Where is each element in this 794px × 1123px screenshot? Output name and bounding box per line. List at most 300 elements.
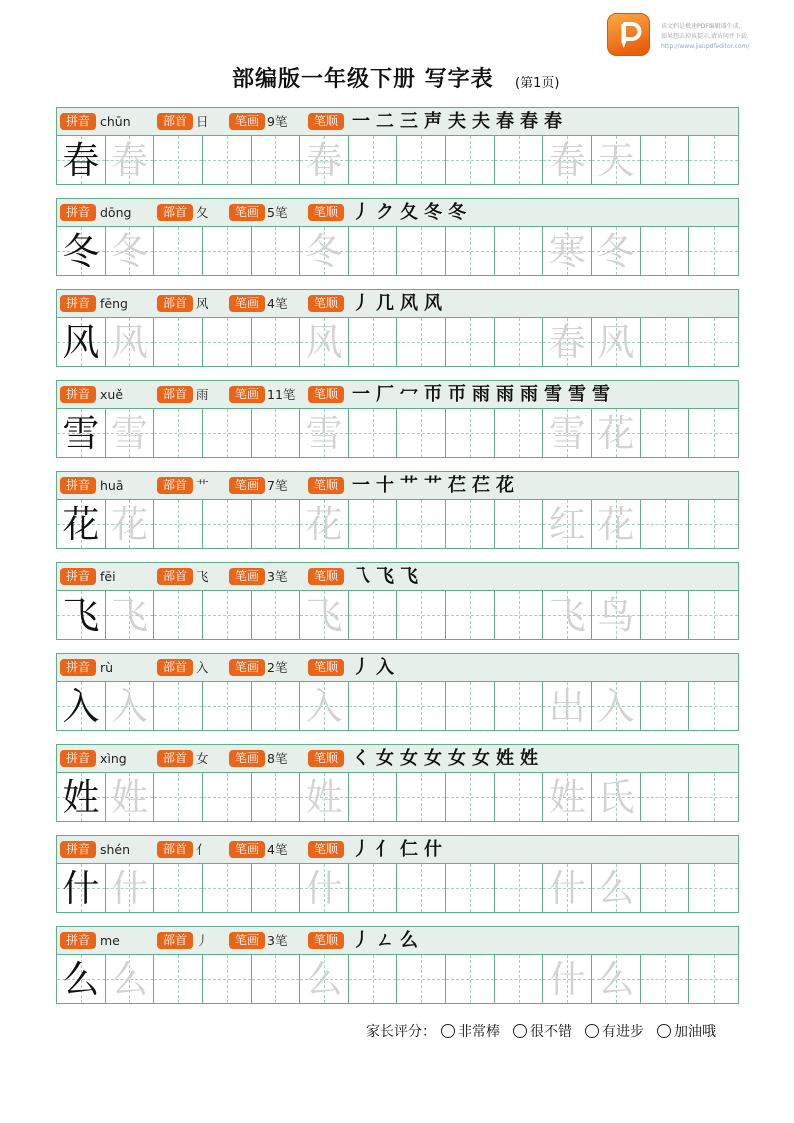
blank-practice-cell xyxy=(495,773,544,821)
info-bar xyxy=(56,380,739,408)
stroke-step: 雪 xyxy=(592,384,610,405)
trace-character: 寒 xyxy=(543,227,592,275)
notice-line: 该文档是极速PDF编辑器生成, xyxy=(661,23,741,30)
radical-tag: 部首 xyxy=(157,295,193,312)
trace-character: 姓 xyxy=(300,773,349,821)
blank-practice-cell xyxy=(689,409,738,457)
stroke-count-value: 8笔 xyxy=(267,751,288,766)
blank-practice-cell xyxy=(252,318,301,366)
blank-practice-cell xyxy=(252,955,301,1003)
blank-practice-cell xyxy=(446,409,495,457)
trace-character: 冬 xyxy=(300,227,349,275)
model-character: 飞 xyxy=(57,591,106,639)
blank-practice-cell xyxy=(203,136,252,184)
stroke-step: 艹 xyxy=(424,475,442,496)
blank-practice-cell xyxy=(689,500,738,548)
parent-rating xyxy=(366,1021,729,1041)
blank-practice-cell xyxy=(349,409,398,457)
stroke-step: 雨 xyxy=(472,384,490,405)
blank-practice-cell xyxy=(689,318,738,366)
blank-practice-cell xyxy=(252,409,301,457)
blank-practice-cell xyxy=(203,773,252,821)
rating-option-improving xyxy=(585,1021,657,1041)
rating-option-label: 非常棒 xyxy=(458,1024,500,1040)
radical-value: 夂 xyxy=(196,205,209,220)
blank-practice-cell xyxy=(397,318,446,366)
blank-practice-cell xyxy=(203,409,252,457)
stroke-step: 一 xyxy=(352,384,370,405)
stroke-step: 么 xyxy=(400,930,418,951)
stroke-count-value: 7笔 xyxy=(267,478,288,493)
trace-character: 雪 xyxy=(543,409,592,457)
character-block xyxy=(56,653,739,731)
info-bar xyxy=(56,562,739,590)
writing-grid xyxy=(56,317,739,367)
circle-icon xyxy=(441,1024,455,1038)
blank-practice-cell xyxy=(689,136,738,184)
stroke-step: 飞 xyxy=(376,566,394,587)
stroke-step: 仁 xyxy=(400,839,418,860)
radical-tag: 部首 xyxy=(157,841,193,858)
pdf-editor-logo-icon xyxy=(606,12,651,57)
radical-tag: 部首 xyxy=(157,204,193,221)
blank-practice-cell xyxy=(397,500,446,548)
blank-practice-cell xyxy=(397,591,446,639)
blank-practice-cell xyxy=(252,591,301,639)
blank-practice-cell xyxy=(203,318,252,366)
blank-practice-cell xyxy=(495,318,544,366)
blank-practice-cell xyxy=(397,864,446,912)
trace-character: 出 xyxy=(543,682,592,730)
trace-character: 花 xyxy=(592,500,641,548)
blank-practice-cell xyxy=(689,591,738,639)
trace-character: 什 xyxy=(106,864,155,912)
writing-grid xyxy=(56,590,739,640)
model-character: 春 xyxy=(57,136,106,184)
trace-character: 花 xyxy=(592,409,641,457)
pinyin-tag: 拼音 xyxy=(60,841,96,858)
blank-practice-cell xyxy=(252,682,301,730)
blank-practice-cell xyxy=(349,500,398,548)
stroke-step: 丿 xyxy=(352,930,370,951)
blank-practice-cell xyxy=(495,591,544,639)
trace-character: 么 xyxy=(592,864,641,912)
blank-practice-cell xyxy=(446,955,495,1003)
model-character: 雪 xyxy=(57,409,106,457)
blank-practice-cell xyxy=(641,955,690,1003)
blank-practice-cell xyxy=(446,591,495,639)
blank-practice-cell xyxy=(397,773,446,821)
blank-practice-cell xyxy=(252,864,301,912)
blank-practice-cell xyxy=(495,682,544,730)
stroke-step: 艹 xyxy=(400,475,418,496)
writing-grid xyxy=(56,681,739,731)
stroke-count-tag: 笔画 xyxy=(229,932,265,949)
blank-practice-cell xyxy=(397,682,446,730)
blank-practice-cell xyxy=(252,500,301,548)
stroke-count-tag: 笔画 xyxy=(229,568,265,585)
blank-practice-cell xyxy=(154,500,203,548)
pinyin-tag: 拼音 xyxy=(60,204,96,221)
trace-character: 红 xyxy=(543,500,592,548)
stroke-order-sequence xyxy=(352,199,472,226)
stroke-step: 丿 xyxy=(352,839,370,860)
stroke-step: 姓 xyxy=(496,748,514,769)
blank-practice-cell xyxy=(446,136,495,184)
writing-grid xyxy=(56,772,739,822)
trace-character: 春 xyxy=(543,318,592,366)
blank-practice-cell xyxy=(203,227,252,275)
stroke-order-tag: 笔顺 xyxy=(308,113,344,130)
trace-character: 入 xyxy=(106,682,155,730)
blank-practice-cell xyxy=(349,864,398,912)
stroke-step: 雪 xyxy=(568,384,586,405)
radical-value: 丿 xyxy=(196,933,209,948)
stroke-step: ㄥ xyxy=(376,930,394,951)
blank-practice-cell xyxy=(689,773,738,821)
trace-character: 冬 xyxy=(592,227,641,275)
radical-tag: 部首 xyxy=(157,932,193,949)
trace-character: 风 xyxy=(106,318,155,366)
pinyin-tag: 拼音 xyxy=(60,932,96,949)
stroke-step: 夫 xyxy=(472,111,490,132)
stroke-order-sequence xyxy=(352,563,424,590)
stroke-step: 雨 xyxy=(496,384,514,405)
info-bar xyxy=(56,198,739,226)
blank-practice-cell xyxy=(495,136,544,184)
pinyin-value: rù xyxy=(100,660,114,675)
blank-practice-cell xyxy=(641,773,690,821)
stroke-step: 女 xyxy=(376,748,394,769)
page-number-label: (第1页) xyxy=(515,76,560,91)
stroke-step: 夂 xyxy=(400,202,418,223)
radical-tag: 部首 xyxy=(157,113,193,130)
rating-option-excellent xyxy=(441,1021,513,1041)
stroke-order-sequence xyxy=(352,472,520,499)
stroke-count-tag: 笔画 xyxy=(229,113,265,130)
trace-character: 春 xyxy=(300,136,349,184)
blank-practice-cell xyxy=(203,955,252,1003)
blank-practice-cell xyxy=(154,409,203,457)
trace-character: 春 xyxy=(106,136,155,184)
blank-practice-cell xyxy=(154,227,203,275)
trace-character: 什 xyxy=(543,864,592,912)
stroke-order-tag: 笔顺 xyxy=(308,295,344,312)
stroke-step: 春 xyxy=(520,111,538,132)
stroke-step: 十 xyxy=(376,475,394,496)
pinyin-tag: 拼音 xyxy=(60,659,96,676)
blank-practice-cell xyxy=(252,136,301,184)
trace-character: 风 xyxy=(592,318,641,366)
radical-tag: 部首 xyxy=(157,477,193,494)
trace-character: 氏 xyxy=(592,773,641,821)
blank-practice-cell xyxy=(154,955,203,1003)
blank-practice-cell xyxy=(446,864,495,912)
character-block xyxy=(56,835,739,913)
writing-grid xyxy=(56,499,739,549)
model-character: 风 xyxy=(57,318,106,366)
stroke-count-value: 9笔 xyxy=(267,114,288,129)
character-block xyxy=(56,107,739,185)
trace-character: 风 xyxy=(300,318,349,366)
stroke-step: 二 xyxy=(376,111,394,132)
blank-practice-cell xyxy=(154,136,203,184)
blank-practice-cell xyxy=(641,591,690,639)
blank-practice-cell xyxy=(349,773,398,821)
blank-practice-cell xyxy=(446,318,495,366)
blank-practice-cell xyxy=(641,136,690,184)
stroke-step: く xyxy=(352,748,370,769)
stroke-step: 几 xyxy=(376,293,394,314)
radical-tag: 部首 xyxy=(157,386,193,403)
radical-value: 亻 xyxy=(196,842,209,857)
blank-practice-cell xyxy=(641,227,690,275)
stroke-order-tag: 笔顺 xyxy=(308,204,344,221)
rating-option-label: 有进步 xyxy=(602,1024,644,1040)
pinyin-value: shén xyxy=(100,842,131,857)
stroke-step: 夫 xyxy=(448,111,466,132)
stroke-step: 什 xyxy=(424,839,442,860)
stroke-step: 雨 xyxy=(520,384,538,405)
stroke-count-tag: 笔画 xyxy=(229,659,265,676)
rating-option-good xyxy=(513,1021,585,1041)
stroke-step: 三 xyxy=(400,111,418,132)
stroke-count-value: 11笔 xyxy=(267,387,296,402)
stroke-order-tag: 笔顺 xyxy=(308,841,344,858)
stroke-step: 姓 xyxy=(520,748,538,769)
stroke-order-tag: 笔顺 xyxy=(308,750,344,767)
blank-practice-cell xyxy=(495,955,544,1003)
rating-option-label: 加油哦 xyxy=(674,1024,716,1040)
info-bar xyxy=(56,744,739,772)
info-bar xyxy=(56,289,739,317)
radical-value: 女 xyxy=(196,751,209,766)
blank-practice-cell xyxy=(689,227,738,275)
pinyin-value: xuě xyxy=(100,387,124,402)
rating-option-label: 很不错 xyxy=(530,1024,572,1040)
stroke-count-tag: 笔画 xyxy=(229,841,265,858)
stroke-step: 厂 xyxy=(376,384,394,405)
character-table xyxy=(56,107,739,1017)
stroke-step: 飞 xyxy=(400,566,418,587)
blank-practice-cell xyxy=(349,136,398,184)
stroke-order-sequence xyxy=(352,381,616,408)
pinyin-tag: 拼音 xyxy=(60,295,96,312)
blank-practice-cell xyxy=(154,682,203,730)
blank-practice-cell xyxy=(689,955,738,1003)
stroke-step: 声 xyxy=(424,111,442,132)
circle-icon xyxy=(585,1024,599,1038)
blank-practice-cell xyxy=(446,227,495,275)
trace-character: 冬 xyxy=(106,227,155,275)
trace-character: 飞 xyxy=(106,591,155,639)
model-character: 花 xyxy=(57,500,106,548)
stroke-step: 芢 xyxy=(448,475,466,496)
stroke-step: 丿 xyxy=(352,657,370,678)
trace-character: 姓 xyxy=(106,773,155,821)
blank-practice-cell xyxy=(495,409,544,457)
stroke-order-sequence xyxy=(352,836,448,863)
blank-practice-cell xyxy=(203,591,252,639)
character-block xyxy=(56,562,739,640)
radical-tag: 部首 xyxy=(157,659,193,676)
stroke-step: 女 xyxy=(472,748,490,769)
stroke-count-value: 4笔 xyxy=(267,842,288,857)
stroke-step: 帀 xyxy=(424,384,442,405)
stroke-order-sequence xyxy=(352,745,544,772)
character-block xyxy=(56,926,739,1004)
blank-practice-cell xyxy=(154,773,203,821)
trace-character: 鸟 xyxy=(592,591,641,639)
blank-practice-cell xyxy=(689,682,738,730)
blank-practice-cell xyxy=(641,409,690,457)
blank-practice-cell xyxy=(446,500,495,548)
radical-value: 雨 xyxy=(196,387,209,402)
blank-practice-cell xyxy=(446,682,495,730)
stroke-step: 春 xyxy=(544,111,562,132)
trace-character: 雪 xyxy=(300,409,349,457)
trace-character: 什 xyxy=(543,955,592,1003)
blank-practice-cell xyxy=(349,682,398,730)
stroke-step: 冬 xyxy=(424,202,442,223)
trace-character: 雪 xyxy=(106,409,155,457)
stroke-step: 冖 xyxy=(400,384,418,405)
blank-practice-cell xyxy=(495,500,544,548)
blank-practice-cell xyxy=(397,955,446,1003)
stroke-count-value: 5笔 xyxy=(267,205,288,220)
blank-practice-cell xyxy=(641,318,690,366)
stroke-count-tag: 笔画 xyxy=(229,386,265,403)
trace-character: 花 xyxy=(300,500,349,548)
blank-practice-cell xyxy=(349,227,398,275)
stroke-step: 花 xyxy=(496,475,514,496)
stroke-order-tag: 笔顺 xyxy=(308,568,344,585)
blank-practice-cell xyxy=(154,864,203,912)
character-block xyxy=(56,380,739,458)
stroke-step: 一 xyxy=(352,111,370,132)
circle-icon xyxy=(513,1024,527,1038)
stroke-step: 女 xyxy=(400,748,418,769)
pinyin-value: xìng xyxy=(100,751,127,766)
trace-character: 春 xyxy=(543,136,592,184)
stroke-step: 丿 xyxy=(352,202,370,223)
blank-practice-cell xyxy=(349,318,398,366)
stroke-step: 芢 xyxy=(472,475,490,496)
radical-tag: 部首 xyxy=(157,750,193,767)
writing-grid xyxy=(56,135,739,185)
stroke-step: 风 xyxy=(424,293,442,314)
trace-character: 姓 xyxy=(543,773,592,821)
pinyin-tag: 拼音 xyxy=(60,750,96,767)
trace-character: 入 xyxy=(592,682,641,730)
trace-character: 么 xyxy=(300,955,349,1003)
blank-practice-cell xyxy=(641,864,690,912)
stroke-count-tag: 笔画 xyxy=(229,295,265,312)
trace-character: 入 xyxy=(300,682,349,730)
stroke-order-tag: 笔顺 xyxy=(308,932,344,949)
stroke-count-tag: 笔画 xyxy=(229,750,265,767)
writing-grid xyxy=(56,226,739,276)
trace-character: 天 xyxy=(592,136,641,184)
stroke-count-value: 3笔 xyxy=(267,933,288,948)
stroke-order-tag: 笔顺 xyxy=(308,659,344,676)
stroke-count-value: 4笔 xyxy=(267,296,288,311)
trace-character: 飞 xyxy=(543,591,592,639)
blank-practice-cell xyxy=(397,409,446,457)
radical-value: 艹 xyxy=(196,478,209,493)
stroke-count-value: 3笔 xyxy=(267,569,288,584)
pinyin-value: chūn xyxy=(100,114,131,129)
stroke-order-sequence xyxy=(352,654,400,681)
blank-practice-cell xyxy=(641,500,690,548)
radical-value: 风 xyxy=(196,296,209,311)
writing-grid xyxy=(56,954,739,1004)
blank-practice-cell xyxy=(252,773,301,821)
radical-value: 飞 xyxy=(196,569,209,584)
trace-character: 什 xyxy=(300,864,349,912)
trace-character: 么 xyxy=(592,955,641,1003)
radical-value: 入 xyxy=(196,660,209,675)
info-bar xyxy=(56,835,739,863)
stroke-order-tag: 笔顺 xyxy=(308,477,344,494)
writing-grid xyxy=(56,863,739,913)
pinyin-tag: 拼音 xyxy=(60,477,96,494)
pinyin-tag: 拼音 xyxy=(60,386,96,403)
stroke-step: ク xyxy=(376,202,394,223)
model-character: 什 xyxy=(57,864,106,912)
blank-practice-cell xyxy=(203,500,252,548)
character-block xyxy=(56,289,739,367)
model-character: 么 xyxy=(57,955,106,1003)
pinyin-tag: 拼音 xyxy=(60,568,96,585)
stroke-step: 女 xyxy=(448,748,466,769)
page-title: 部编版一年级下册 写字表 xyxy=(232,67,494,92)
stroke-step: 丿 xyxy=(352,293,370,314)
character-block xyxy=(56,198,739,276)
stroke-step: 女 xyxy=(424,748,442,769)
blank-practice-cell xyxy=(349,591,398,639)
info-bar xyxy=(56,926,739,954)
trace-character: 么 xyxy=(106,955,155,1003)
model-character: 姓 xyxy=(57,773,106,821)
stroke-step: 一 xyxy=(352,475,370,496)
notice-line: 如果想去掉该提示,请访问并下载: xyxy=(661,33,749,40)
radical-value: 日 xyxy=(196,114,209,129)
info-bar xyxy=(56,107,739,135)
blank-practice-cell xyxy=(446,773,495,821)
blank-practice-cell xyxy=(689,864,738,912)
stroke-count-value: 2笔 xyxy=(267,660,288,675)
stroke-step: 亻 xyxy=(376,839,394,860)
stroke-order-sequence xyxy=(352,927,424,954)
info-bar xyxy=(56,471,739,499)
model-character: 入 xyxy=(57,682,106,730)
blank-practice-cell xyxy=(252,227,301,275)
stroke-step: 入 xyxy=(376,657,394,678)
info-bar xyxy=(56,653,739,681)
radical-tag: 部首 xyxy=(157,568,193,585)
blank-practice-cell xyxy=(495,864,544,912)
stroke-order-sequence xyxy=(352,108,568,135)
model-character: 冬 xyxy=(57,227,106,275)
trace-character: 花 xyxy=(106,500,155,548)
stroke-step: 帀 xyxy=(448,384,466,405)
pinyin-value: fēi xyxy=(100,569,116,584)
pinyin-value: me xyxy=(100,933,120,948)
blank-practice-cell xyxy=(495,227,544,275)
blank-practice-cell xyxy=(203,682,252,730)
circle-icon xyxy=(657,1024,671,1038)
